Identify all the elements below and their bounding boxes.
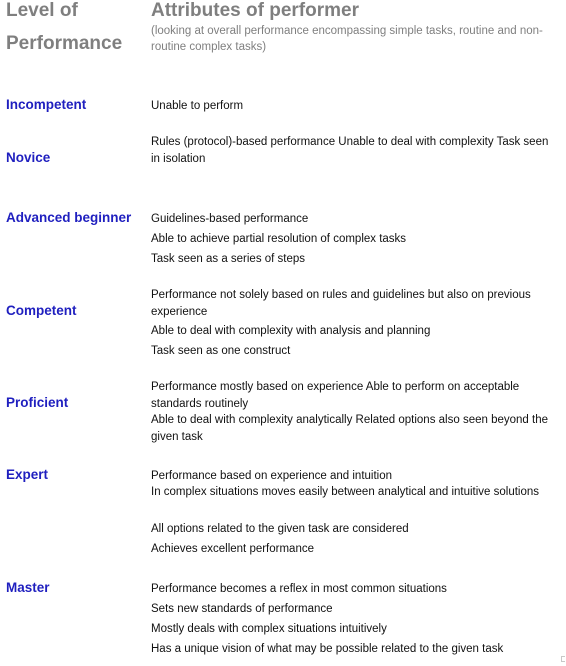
attribute-item: Performance becomes a reflex in most common situations [151,583,447,595]
attribute-item: All options related to the given task are considered [151,523,409,535]
attribute-item: Unable to perform [151,100,244,112]
level-advanced-beginner: Advanced beginner [6,210,132,225]
attribute-item: Able to deal with complexity with analysis and planning [151,325,431,337]
attribute-item: In complex situations moves easily between analytical and intuitive solutions [151,486,540,498]
attributes-subtitle: (looking at overall performance encompassing simple tasks, routine and non-routine complex tasks) [151,25,543,53]
attribute-item: Has a unique vision of what may be possible related to the given task [151,643,504,655]
attribute-item: Sets new standards of performance [151,603,333,615]
level-proficient: Proficient [6,395,69,410]
attribute-item: Performance mostly based on experience Able to perform on acceptable standards routinely [151,381,520,410]
attribute-item: Mostly deals with complex situations intuitively [151,623,387,635]
page-corner-mark [561,656,565,662]
level-column-header: Level of Performance [6,0,123,54]
attribute-item: Task seen as a series of steps [151,253,306,265]
attributes-column-header: Attributes of performer [151,0,359,21]
level-expert: Expert [6,467,49,482]
attribute-item: Guidelines-based performance [151,213,309,225]
level-competent: Competent [6,303,77,318]
level-incompetent: Incompetent [6,97,87,112]
attribute-item: Able to deal with complexity analytically Related options also seen beyond the given task [151,414,548,443]
attribute-item: Achieves excellent performance [151,543,314,555]
attribute-item: Able to achieve partial resolution of complex tasks [151,233,407,245]
attribute-item: Performance not solely based on rules and guidelines but also on previous experience [151,289,531,318]
level-master: Master [6,580,50,595]
attribute-item: Performance based on experience and intuition [151,470,393,482]
attribute-item: Rules (protocol)-based performance Unable to deal with complexity Task seen in isolation [151,136,549,165]
attribute-item: Task seen as one construct [151,345,291,357]
level-novice: Novice [6,150,51,165]
